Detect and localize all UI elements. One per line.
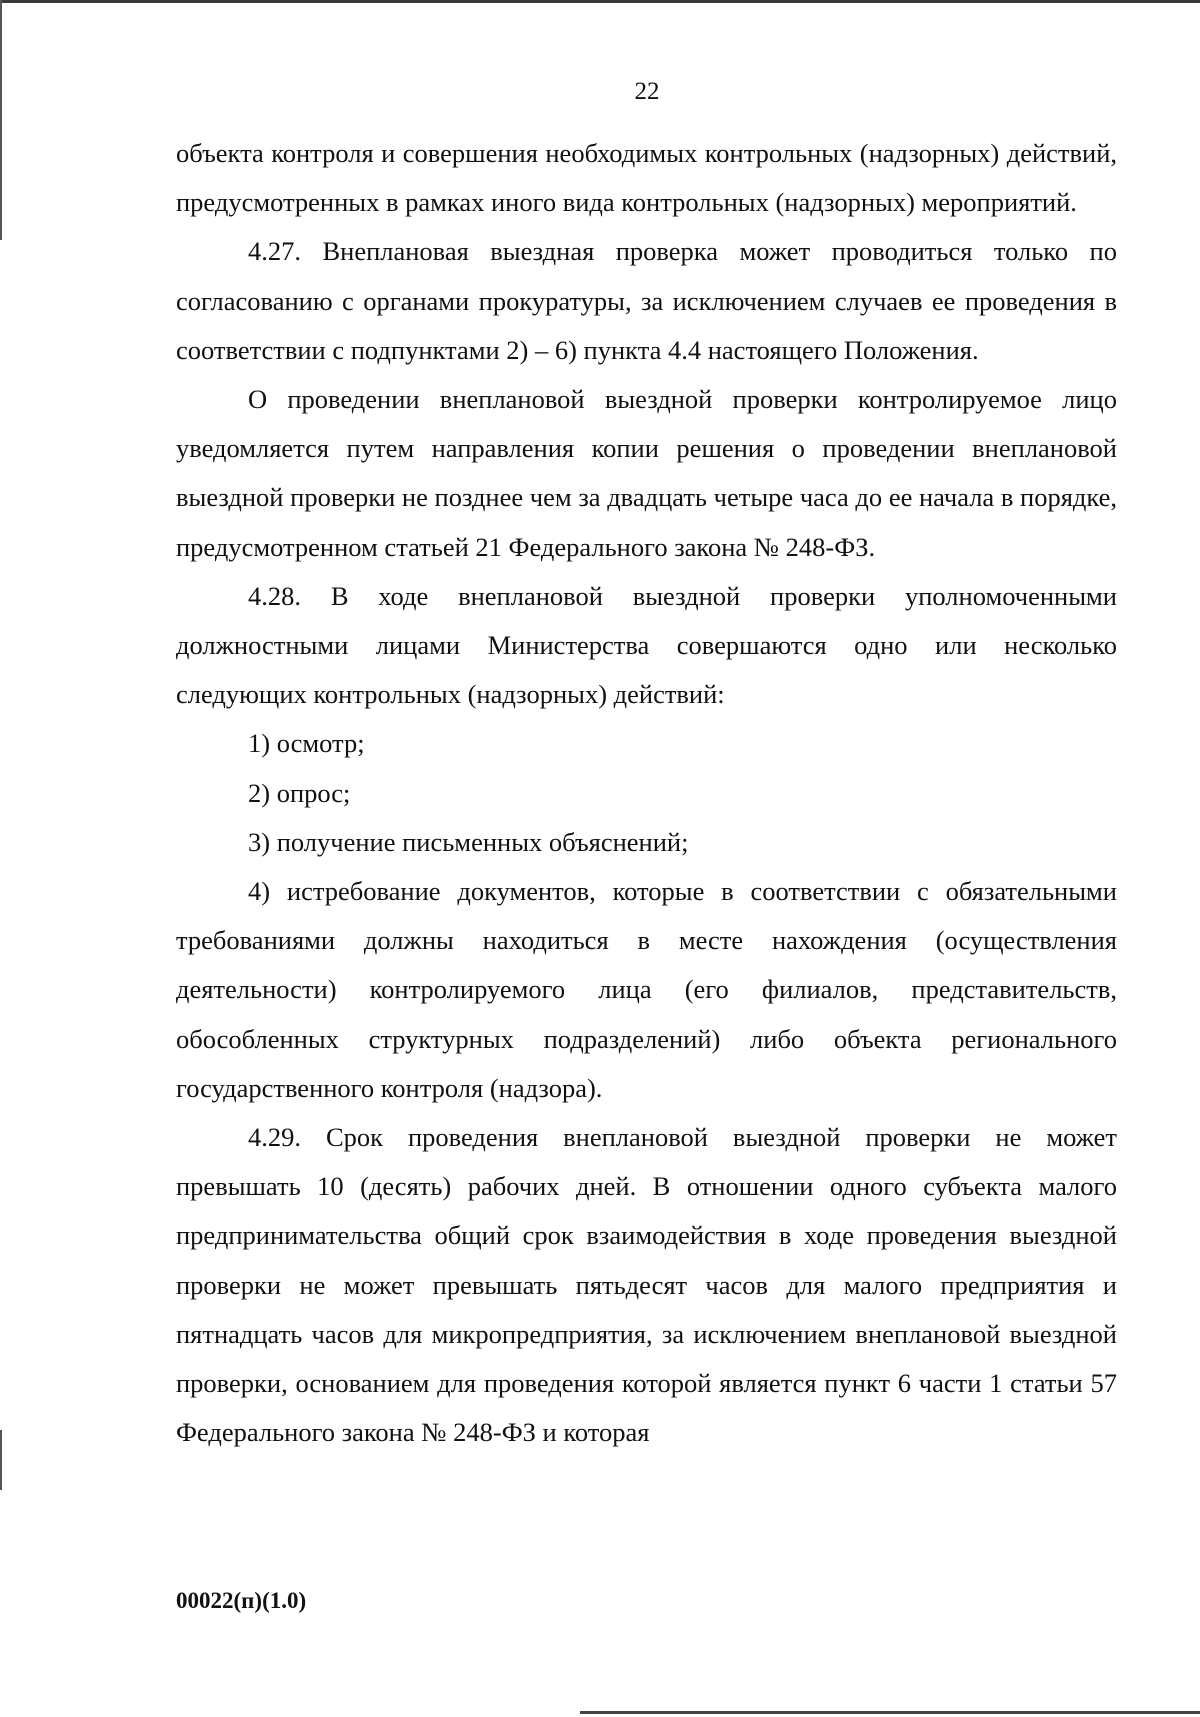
list-item-inspection: 1) осмотр; — [248, 728, 365, 759]
paragraph-4-29: 4.29. Срок проведения внеплановой выездной проверки не может превышать 10 (десять) рабочих дней. В отношении одного субъекта малого предпринимательства общий срок взаимодействия в ходе проведения выездной проверки не может превышать пятьдесят часов для малого предприятия и пятнадцать часов для микропредприятия, за исключением внеплановой выездной проверки, основанием для проведения которой является пункт 6 части 1 статьи 57 Федерального закона № 248-ФЗ и которая — [176, 1122, 1117, 1448]
paragraph-4-28: 4.28. В ходе внеплановой выездной проверки уполномоченными должностными лицами Министерства совершаются одно или несколько следующих контрольных (надзорных) действий: — [176, 580, 1117, 710]
list-item-document-request: 4) истребование документов, которые в соответствии с обязательными требованиями должны находиться в месте нахождения (осуществления деятельности) контролируемого лица (его филиалов, представительств, обособленных структурных подразделений) либо объекта регионального государственного контроля (надзора). — [176, 876, 1117, 1103]
scan-edge-left-lower — [0, 1430, 2, 1490]
list-item-survey: 2) опрос; — [248, 777, 351, 808]
footer-document-code: 00022(п)(1.0) — [176, 1588, 307, 1613]
scan-edge-top — [0, 0, 1200, 3]
list-item-written-explanations: 3) получение письменных объяснений; — [248, 826, 689, 857]
scan-edge-bottom — [580, 1711, 1200, 1714]
scan-edge-left — [0, 0, 2, 240]
page-number: 22 — [634, 78, 660, 105]
paragraph-continuation: объекта контроля и совершения необходимых контрольных (надзорных) действий, предусмотренных в рамках иного вида контрольных (надзорных) мероприятий. — [176, 138, 1117, 218]
paragraph-notification: О проведении внеплановой выездной проверки контролируемое лицо уведомляется путем направления копии решения о проведении внеплановой выездной проверки не позднее чем за двадцать четыре часа до ее начала в порядке, предусмотренном статьей 21 Федерального закона № 248-ФЗ. — [176, 384, 1117, 562]
document-body — [176, 129, 1117, 1457]
paragraph-4-27: 4.27. Внеплановая выездная проверка может проводиться только по согласованию с органами прокуратуры, за исключением случаев ее проведения в соответствии с подпунктами 2) – 6) пункта 4.4 настоящего Положения. — [176, 236, 1117, 365]
